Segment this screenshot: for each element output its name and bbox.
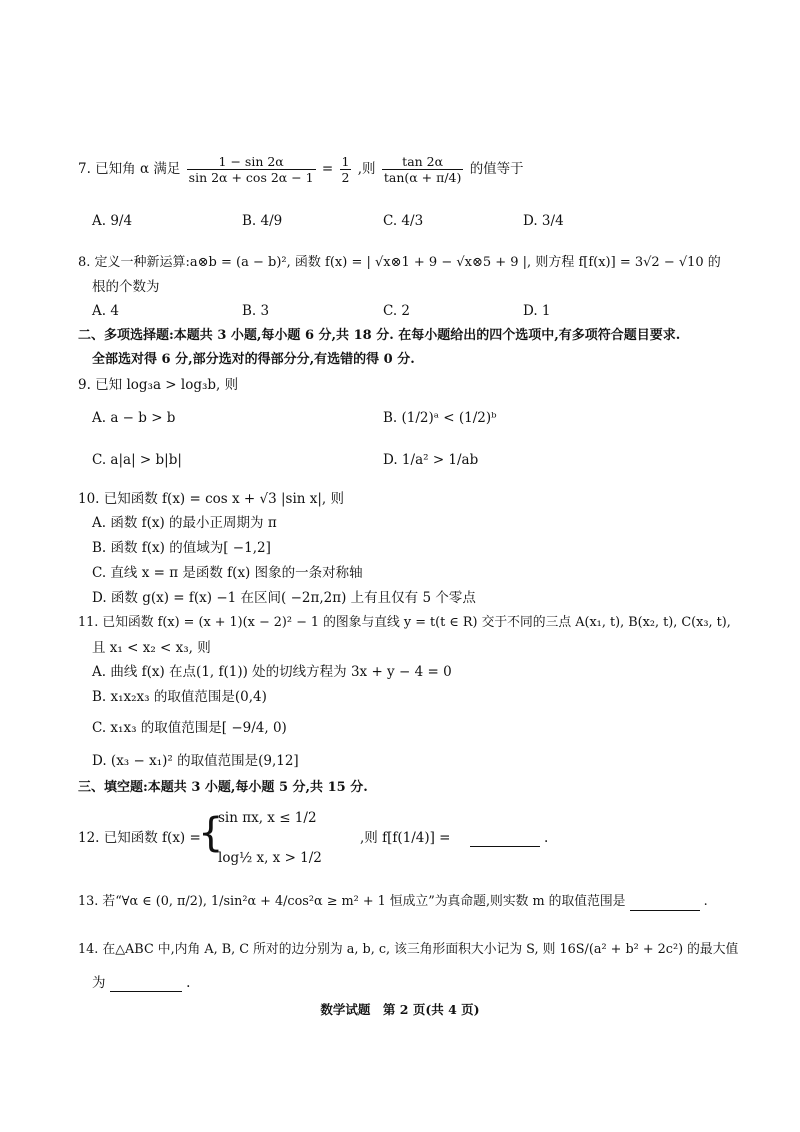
question-13: [78, 893, 708, 911]
q12-case-1: sin πx, x ≤ 1/2: [218, 810, 317, 826]
q10-option-a: A. 函数 f(x) 的最小正周期为 π: [92, 515, 277, 531]
q13-text: 13. 若“∀α ∈ (0, π/2), 1/sin²α + 4/cos²α ≥ m² + 1 恒成立”为真命题,则实数 m 的取值范围是: [78, 894, 626, 909]
q8-option-d: D. 1: [523, 303, 551, 319]
q8-option-b: B. 3: [242, 303, 270, 319]
question-14-line-2: 为 .: [92, 975, 191, 991]
question-8-line-2: 根的个数为: [92, 279, 160, 295]
question-11-line-2: 且 x₁ < x₂ < x₃, 则: [92, 640, 211, 656]
q7-prefix: 7. 已知角 α 满足: [78, 161, 181, 177]
question-10: 10. 已知函数 f(x) = cos x + √3 |sin x|, 则: [78, 491, 345, 507]
q11-option-c: C. x₁x₃ 的取值范围是[ −9/4, 0): [92, 720, 287, 736]
q7-option-d: D. 3/4: [523, 213, 564, 229]
q12-prefix: 12. 已知函数 f(x) =: [78, 830, 201, 846]
question-8-line-1: 8. 定义一种新运算:a⊗b = (a − b)², 函数 f(x) = | √x⊗1 + 9 − √x⊗5 + 9 |, 则方程 f[f(x)] = 3√2 − √10 的: [78, 255, 721, 270]
q7-fraction-1: $\frac{1 - \sin 2\alpha}{\sin 2\alpha + \cos 2\alpha - 1}$: [188, 154, 314, 185]
q12-suffix: ,则 f[f(1/4)] =: [360, 830, 451, 846]
q9-option-d: D. 1/a² > 1/ab: [383, 452, 479, 468]
q8-option-c: C. 2: [383, 303, 411, 319]
q14-answer-blank: [110, 976, 182, 992]
q7-option-a: A. 9/4: [92, 213, 133, 229]
q13-answer-blank: [630, 895, 700, 911]
question-7: 7. 已知角 α 满足 $\frac{1 - \sin 2\alpha}{\sin 2\alpha + \cos 2\alpha - 1}$ = $\frac{1}{2}$ ,则 $\frac{\tan 2\alpha}{\tan(\alpha + \pi/4)}$ 的值等于: [78, 154, 524, 185]
q12-brace: {: [198, 810, 224, 856]
q12-end: .: [544, 830, 549, 846]
q9-option-b: B. (1/2)ᵃ < (1/2)ᵇ: [383, 410, 497, 426]
q12-case-2: log½ x, x > 1/2: [218, 850, 322, 866]
q13-end: .: [703, 894, 708, 909]
q7-option-c: C. 4/3: [383, 213, 424, 229]
question-14-line-1: 14. 在△ABC 中,内角 A, B, C 所对的边分别为 a, b, c, 该三角形面积大小记为 S, 则 16S/(a² + b² + 2c²) 的最大值: [78, 942, 739, 957]
page-footer: 数学试题 第 2 页(共 4 页): [320, 1002, 480, 1017]
q11-option-b: B. x₁x₂x₃ 的取值范围是(0,4): [92, 689, 267, 705]
q11-option-d: D. (x₃ − x₁)² 的取值范围是(9,12]: [92, 753, 299, 769]
q10-option-d: D. 函数 g(x) = f(x) −1 在区间( −2π,2π) 上有且仅有 5 个零点: [92, 590, 476, 606]
q8-option-a: A. 4: [92, 303, 119, 319]
section-2-instructions: 全部选对得 6 分,部分选对的得部分分,有选错的得 0 分.: [92, 352, 415, 367]
q12-answer-blank: [470, 829, 540, 847]
question-11-line-1: 11. 已知函数 f(x) = (x + 1)(x − 2)² − 1 的图象与直线 y = t(t ∈ R) 交于不同的三点 A(x₁, t), B(x₂, t), C(x₃, t),: [78, 615, 731, 630]
q9-option-c: C. a|a| > b|b|: [92, 452, 182, 468]
q7-option-b: B. 4/9: [242, 213, 283, 229]
q11-option-a: A. 曲线 f(x) 在点(1, f(1)) 处的切线方程为 3x + y − 4 = 0: [92, 664, 452, 680]
question-9: 9. 已知 log₃a > log₃b, 则: [78, 377, 239, 393]
q7-fraction-2: $\frac{\tan 2\alpha}{\tan(\alpha + \pi/4)}$: [383, 154, 462, 185]
section-3-heading: 三、填空题:本题共 3 小题,每小题 5 分,共 15 分.: [78, 780, 368, 795]
q9-option-a: A. a − b > b: [92, 410, 176, 426]
q10-option-c: C. 直线 x = π 是函数 f(x) 图象的一条对称轴: [92, 565, 363, 581]
q10-option-b: B. 函数 f(x) 的值域为[ −1,2]: [92, 540, 271, 556]
section-2-heading: 二、多项选择题:本题共 3 小题,每小题 6 分,共 18 分. 在每小题给出的四个选项中,有多项符合题目要求.: [78, 328, 681, 343]
q7-half: $\frac{1}{2}$: [341, 154, 350, 185]
